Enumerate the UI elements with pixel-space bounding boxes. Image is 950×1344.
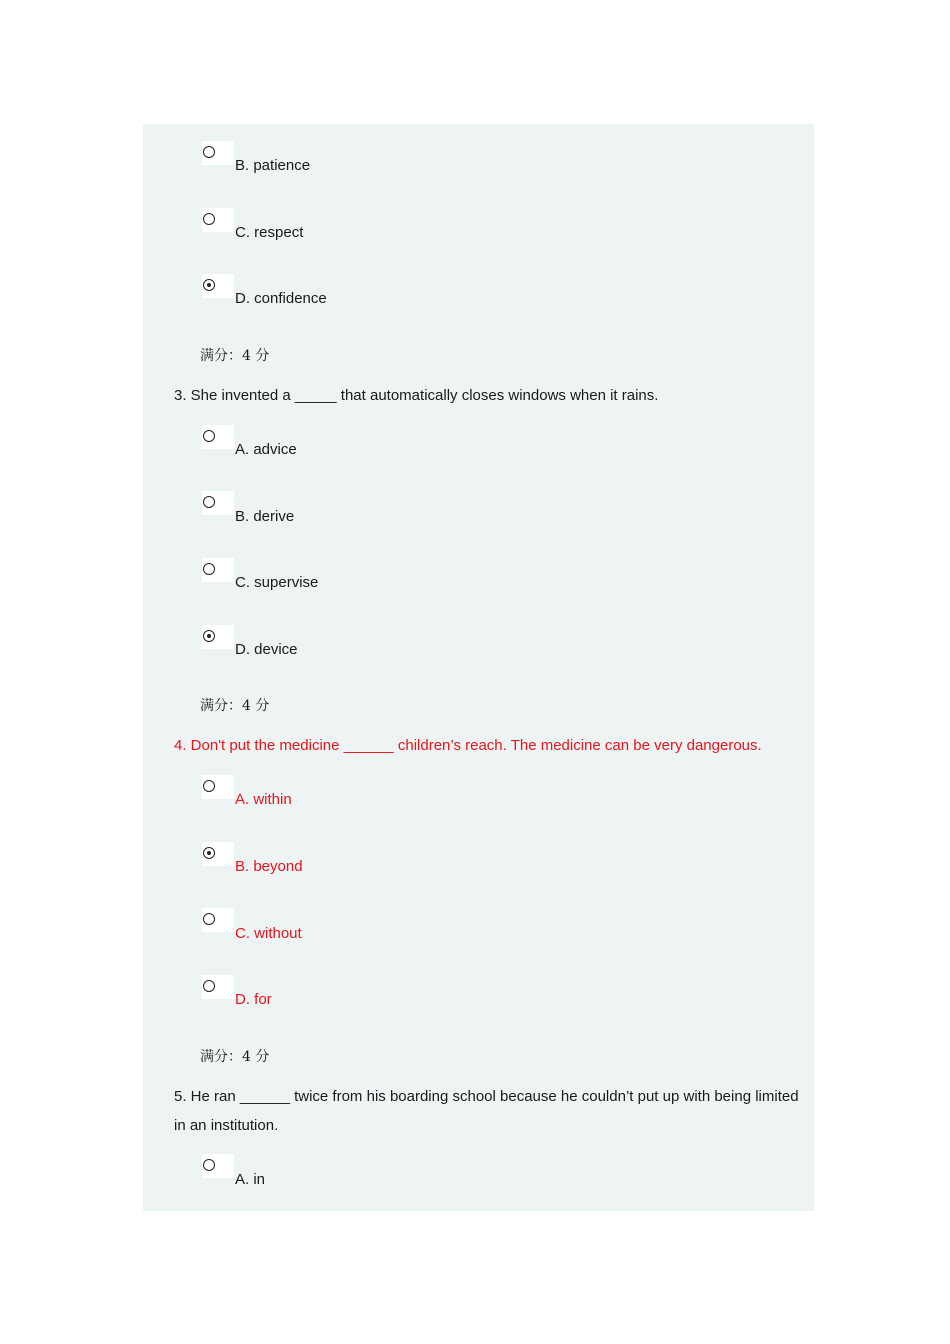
q3-option-d-radio[interactable] [202,625,234,649]
q3-option-a-radio[interactable] [202,425,234,449]
q5-text-line2: in an institution. [174,1117,279,1134]
q2-option-c-label: C. respect [235,224,304,241]
radio-unchecked-icon [203,980,215,992]
radio-unchecked-icon [203,430,215,442]
q3-option-d-label: D. device [235,641,298,658]
q2-option-d-label: D. confidence [235,290,327,307]
q4-option-c-radio[interactable] [202,908,234,932]
q3-option-a-label: A. advice [235,441,297,458]
q4-option-b-radio[interactable] [202,842,234,866]
q4-option-a-radio[interactable] [202,775,234,799]
radio-checked-icon [203,847,215,859]
q2-option-c-radio[interactable] [202,208,234,232]
q3-option-b-label: B. derive [235,508,295,525]
q3-score: 满分：4 分 [200,698,270,714]
q3-option-c-radio[interactable] [202,558,234,582]
q4-option-d-label: D. for [235,991,272,1008]
q4-text: 4. Don't put the medicine ______ children’s reach. The medicine can be very dangerous. [174,737,762,754]
q5-option-a-label: A. in [235,1171,266,1188]
q4-option-c-label: C. without [235,925,302,942]
radio-unchecked-icon [203,213,215,225]
q2-option-d-radio[interactable] [202,274,234,298]
q2-score: 满分：4 分 [200,348,270,364]
q4-option-a-label: A. within [235,791,292,808]
q5-text-line1: 5. He ran ______ twice from his boarding school because he couldn’t put up with being limited [174,1088,799,1105]
radio-unchecked-icon [203,1159,215,1171]
radio-checked-icon [203,630,215,642]
radio-unchecked-icon [203,563,215,575]
q3-option-c-label: C. supervise [235,574,319,591]
q2-option-b-radio[interactable] [202,141,234,165]
radio-checked-icon [203,279,215,291]
q4-option-b-label: B. beyond [235,858,303,875]
radio-unchecked-icon [203,780,215,792]
radio-unchecked-icon [203,913,215,925]
radio-unchecked-icon [203,496,215,508]
q4-score: 满分：4 分 [200,1049,270,1065]
q4-option-d-radio[interactable] [202,975,234,999]
q2-option-b-label: B. patience [235,157,311,174]
q3-text: 3. She invented a _____ that automatically closes windows when it rains. [174,387,659,404]
radio-unchecked-icon [203,146,215,158]
q3-option-b-radio[interactable] [202,491,234,515]
q5-option-a-radio[interactable] [202,1154,234,1178]
